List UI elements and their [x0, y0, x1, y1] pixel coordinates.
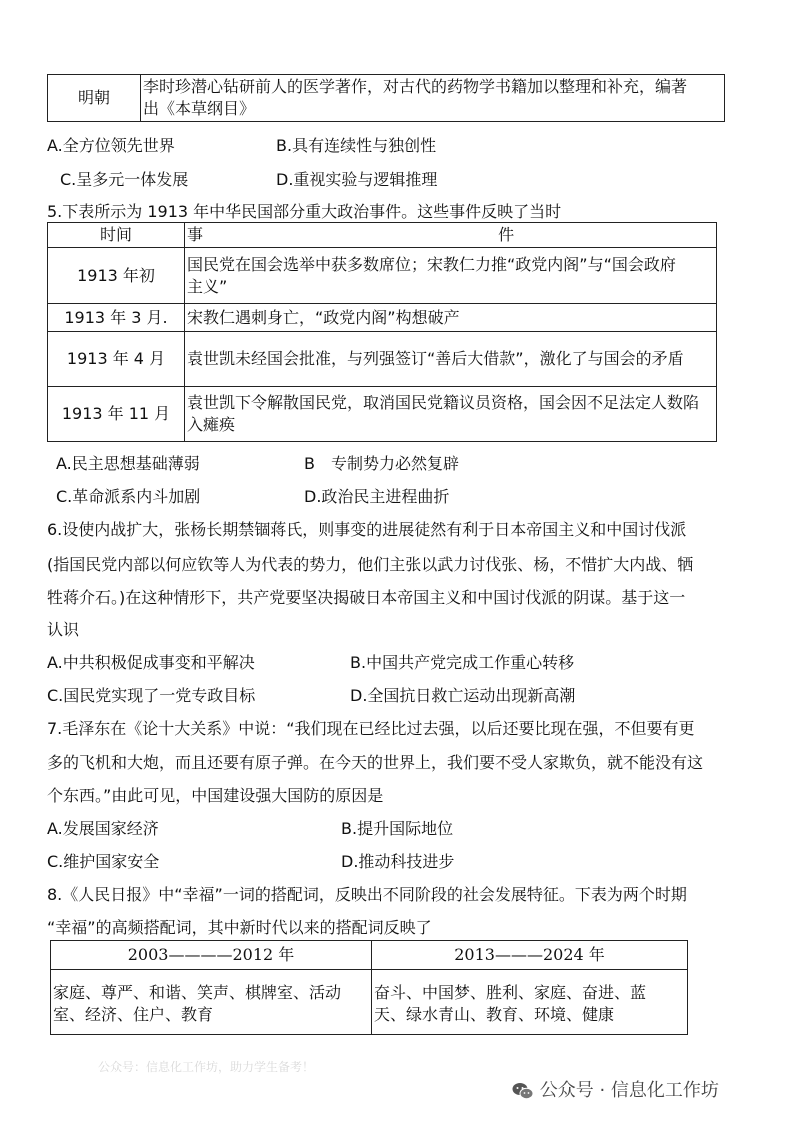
q6-option-a[interactable]: A.中共积极促成事变和平解决 [47, 653, 255, 672]
q6-stem-line: (指国民党内部以何应钦等人为代表的势力，他们主张以武力讨伐张、杨，不惜扩大内战、牺 [47, 555, 694, 574]
q5-option-b[interactable]: B 专制势力必然复辟 [304, 454, 459, 473]
event-time: 1913 年初 [48, 248, 185, 304]
brand-footer [512, 1076, 719, 1102]
table-header-row [51, 941, 688, 970]
q7-stem-line: 7.毛泽东在《论十大关系》中说：“我们现在已经比过去强，以后还要比现在强，不但要有更 [47, 719, 695, 738]
q7-option-a[interactable]: A.发展国家经济 [47, 819, 159, 838]
event-time: 1913 年 11 月 [48, 387, 185, 442]
table-header-row [48, 223, 717, 248]
era-description-cell: 李时珍潜心钻研前人的医学著作，对古代的药物学书籍加以整理和补充，编著 出《本草纲目》 [141, 75, 725, 122]
header-time: 时间 [48, 223, 185, 248]
q6-option-c[interactable]: C.国民党实现了一党专政目标 [47, 686, 256, 705]
q6-stem-line: 认识 [47, 620, 80, 639]
q7-stem-line: 个东西。”由此可见，中国建设强大国防的原因是 [47, 786, 384, 805]
q4-option-d[interactable]: D.重视实验与逻辑推理 [276, 170, 438, 189]
period-left-header: 2003————2012 年 [51, 941, 372, 970]
table-row [48, 248, 717, 304]
q7-option-d[interactable]: D.推动科技进步 [341, 852, 455, 871]
table-row [51, 970, 688, 1035]
q5-option-c[interactable]: C.革命派系内斗加剧 [56, 487, 201, 506]
event-time: 1913 年 4 月 [48, 332, 185, 387]
q4-option-b[interactable]: B.具有连续性与独创性 [276, 136, 437, 155]
period-left-words: 家庭、尊严、和谐、笑声、棋牌室、活动 室、经济、住户、教育 [51, 970, 372, 1035]
table-row [48, 332, 717, 387]
event-text: 宋教仁遇刺身亡，“政党内阁”构想破产 [185, 304, 717, 332]
q5-option-a[interactable]: A.民主思想基础薄弱 [56, 454, 200, 473]
q7-option-b[interactable]: B.提升国际地位 [341, 819, 454, 838]
event-text: 国民党在国会选举中获多数席位；宋教仁力推“政党内阁”与“国会政府 主义” [185, 248, 717, 304]
table-row [48, 387, 717, 442]
q4-option-a[interactable]: A.全方位领先世界 [47, 136, 175, 155]
q6-option-d[interactable]: D.全国抗日救亡运动出现新高潮 [350, 686, 576, 705]
event-text: 袁世凯未经国会批准，与列强签订“善后大借款”，激化了与国会的矛盾 [185, 332, 717, 387]
q8-collocation-table [50, 940, 688, 1035]
watermark-text: 公众号：信息化工作坊，助力学生备考！ [98, 1060, 315, 1074]
q6-stem-line: 牲蒋介石。)在这种情形下，共产党要坚决揭破日本帝国主义和中国讨伐派的阴谋。基于这一 [47, 588, 686, 607]
brand-name: 公众号 · 信息化工作坊 [539, 1080, 719, 1101]
table-row [48, 75, 725, 122]
q7-stem-line: 多的飞机和大炮，而且还要有原子弹。在今天的世界上，我们要不受人家欺负，就不能没有这 [47, 753, 704, 772]
q5-events-table [47, 222, 717, 442]
period-right-words: 奋斗、中国梦、胜利、家庭、奋进、蓝 天、绿水青山、教育、环境、健康 [372, 970, 688, 1035]
q4-option-c[interactable]: C.呈多元一体发展 [60, 170, 189, 189]
table-row [48, 304, 717, 332]
header-event: 事 件 [185, 223, 717, 248]
q5-stem: 5.下表所示为 1913 年中华民国部分重大政治事件。这些事件反映了当时 [47, 202, 562, 221]
era-cell: 明朝 [48, 75, 141, 122]
period-right-header: 2013———2024 年 [372, 941, 688, 970]
q6-stem-line: 6.设使内战扩大，张杨长期禁锢蒋氏，则事变的进展徒然有利于日本帝国主义和中国讨伐派 [47, 520, 687, 539]
ming-table [47, 74, 725, 122]
q5-option-d[interactable]: D.政治民主进程曲折 [304, 487, 450, 506]
q6-option-b[interactable]: B.中国共产党完成工作重心转移 [350, 653, 575, 672]
event-time: 1913 年 3 月. [48, 304, 185, 332]
q7-option-c[interactable]: C.维护国家安全 [47, 852, 160, 871]
q8-stem-line: 8.《人民日报》中“幸福”一词的搭配词，反映出不同阶段的社会发展特征。下表为两个时期 [47, 885, 687, 904]
wechat-icon [512, 1082, 534, 1100]
event-text: 袁世凯下令解散国民党，取消国民党籍议员资格，国会因不足法定人数陷 入瘫痪 [185, 387, 717, 442]
q8-stem-line: “幸福”的高频搭配词，其中新时代以来的搭配词反映了 [47, 918, 432, 937]
